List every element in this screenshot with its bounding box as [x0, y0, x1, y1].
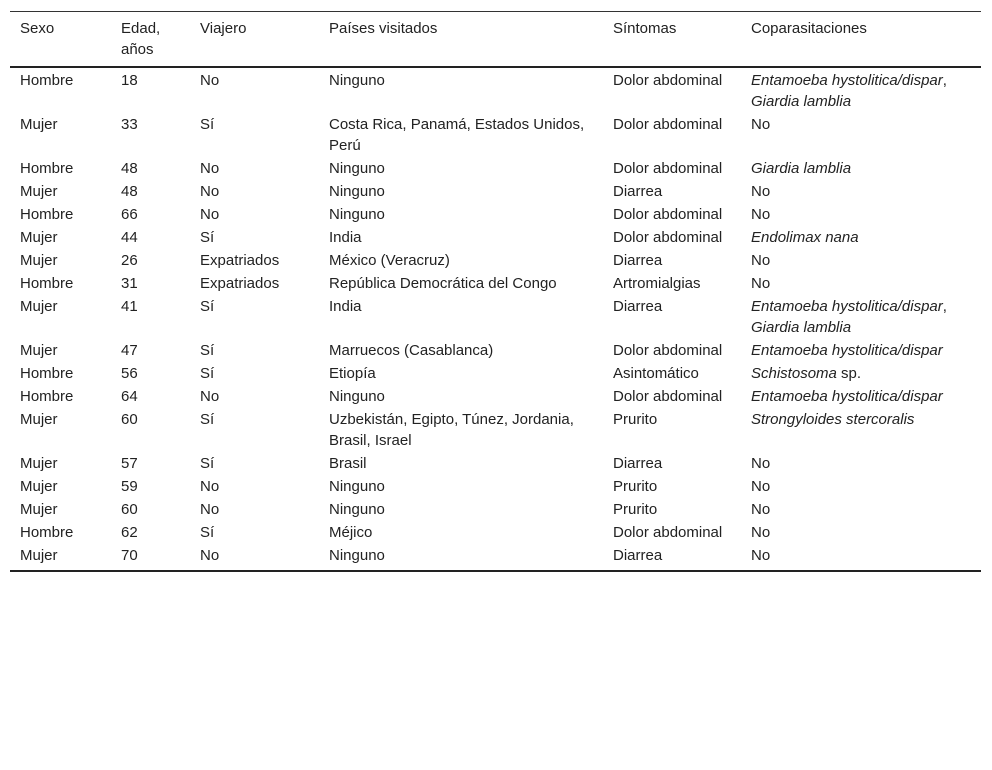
- cell-viajero: Sí: [200, 455, 215, 472]
- cell-edad: 60: [121, 501, 138, 518]
- cell-edad: 47: [121, 342, 138, 359]
- cell-paises: Costa Rica, Panamá, Estados Unidos, Perú: [329, 116, 585, 154]
- cell-edad: 60: [121, 411, 138, 428]
- cell-paises: Ninguno: [329, 501, 385, 518]
- cell-sexo: Mujer: [20, 116, 58, 133]
- text-fragment: sp.: [836, 365, 862, 382]
- cell-edad: 41: [121, 298, 138, 315]
- table-row: [10, 295, 981, 339]
- cell-sintomas: Dolor abdominal: [613, 524, 723, 541]
- cell-sintomas: Dolor abdominal: [613, 229, 723, 246]
- table-row: [10, 203, 981, 226]
- cell-viajero: Sí: [200, 116, 215, 133]
- cell-sintomas: Diarrea: [613, 183, 663, 200]
- cell-viajero: No: [200, 160, 220, 177]
- cell-coparasitaciones: [741, 113, 981, 157]
- table-row: [10, 113, 981, 157]
- text-fragment: ,: [942, 72, 947, 89]
- header-sexo: Sexo: [20, 20, 55, 37]
- cell-sintomas: Dolor abdominal: [613, 160, 723, 177]
- cell-sintomas: Diarrea: [613, 455, 663, 472]
- header-row: [10, 12, 981, 68]
- cell-viajero: No: [200, 72, 220, 89]
- cell-edad: 31: [121, 275, 138, 292]
- table-row: [10, 544, 981, 571]
- cell-sexo: Hombre: [20, 72, 74, 89]
- table-row: [10, 475, 981, 498]
- cell-coparasitaciones: [741, 521, 981, 544]
- text-fragment: No: [751, 478, 771, 495]
- cell-paises: Ninguno: [329, 547, 385, 564]
- text-fragment: No: [751, 547, 771, 564]
- text-fragment: No: [751, 524, 771, 541]
- table-row: [10, 180, 981, 203]
- table-row: [10, 339, 981, 362]
- cell-coparasitaciones: [741, 475, 981, 498]
- cell-sexo: Mujer: [20, 547, 58, 564]
- cell-edad: 57: [121, 455, 138, 472]
- table-row: [10, 521, 981, 544]
- cell-paises: India: [329, 229, 362, 246]
- cell-sexo: Mujer: [20, 183, 58, 200]
- cell-viajero: Sí: [200, 524, 215, 541]
- table-row: [10, 226, 981, 249]
- cell-edad: 62: [121, 524, 138, 541]
- organism-name: Entamoeba hystolitica/dispar: [751, 388, 943, 405]
- cell-viajero: Sí: [200, 365, 215, 382]
- table-row: [10, 249, 981, 272]
- cell-coparasitaciones: [741, 203, 981, 226]
- text-fragment: No: [751, 455, 771, 472]
- cell-sintomas: Dolor abdominal: [613, 116, 723, 133]
- cell-sintomas: Dolor abdominal: [613, 388, 723, 405]
- cell-coparasitaciones: [741, 408, 981, 452]
- organism-name: Strongyloides stercoralis: [751, 411, 915, 428]
- cell-paises: Ninguno: [329, 183, 385, 200]
- table-row: [10, 498, 981, 521]
- cell-coparasitaciones: [741, 67, 981, 113]
- cell-coparasitaciones: [741, 339, 981, 362]
- header-sintomas: Síntomas: [613, 20, 677, 37]
- cell-sintomas: Prurito: [613, 478, 658, 495]
- cell-sexo: Hombre: [20, 275, 74, 292]
- cell-sexo: Mujer: [20, 229, 58, 246]
- cell-coparasitaciones: [741, 272, 981, 295]
- cell-viajero: No: [200, 183, 220, 200]
- cell-edad: 48: [121, 183, 138, 200]
- cell-paises: México (Veracruz): [329, 252, 450, 269]
- cell-viajero: Sí: [200, 298, 215, 315]
- cell-sintomas: Prurito: [613, 501, 658, 518]
- cell-paises: Méjico: [329, 524, 373, 541]
- cell-viajero: Sí: [200, 342, 215, 359]
- cell-viajero: Sí: [200, 411, 215, 428]
- cell-paises: Ninguno: [329, 72, 385, 89]
- cell-edad: 59: [121, 478, 138, 495]
- cell-sintomas: Dolor abdominal: [613, 342, 723, 359]
- header-edad: Edad, años: [121, 20, 161, 58]
- cell-coparasitaciones: [741, 157, 981, 180]
- organism-name: Entamoeba hystolitica/dispar: [751, 298, 943, 315]
- cell-viajero: No: [200, 478, 220, 495]
- patients-table: [10, 11, 981, 572]
- cell-viajero: Expatriados: [200, 275, 280, 292]
- cell-sexo: Mujer: [20, 478, 58, 495]
- cell-coparasitaciones: [741, 295, 981, 339]
- table-row: [10, 67, 981, 113]
- organism-name: Schistosoma: [751, 365, 837, 382]
- cell-edad: 56: [121, 365, 138, 382]
- cell-sexo: Mujer: [20, 342, 58, 359]
- text-fragment: No: [751, 275, 771, 292]
- cell-sexo: Mujer: [20, 298, 58, 315]
- cell-sintomas: Diarrea: [613, 298, 663, 315]
- cell-coparasitaciones: [741, 362, 981, 385]
- cell-sintomas: Artromialgias: [613, 275, 701, 292]
- text-fragment: No: [751, 252, 771, 269]
- table-body: [10, 67, 981, 571]
- cell-paises: Ninguno: [329, 388, 385, 405]
- header-viajero: Viajero: [200, 20, 247, 37]
- cell-paises: Marruecos (Casablanca): [329, 342, 494, 359]
- cell-sexo: Mujer: [20, 252, 58, 269]
- cell-edad: 66: [121, 206, 138, 223]
- cell-sintomas: Prurito: [613, 411, 658, 428]
- cell-sexo: Hombre: [20, 388, 74, 405]
- text-fragment: No: [751, 501, 771, 518]
- cell-sexo: Hombre: [20, 365, 74, 382]
- cell-edad: 48: [121, 160, 138, 177]
- text-fragment: No: [751, 116, 771, 133]
- cell-coparasitaciones: [741, 544, 981, 571]
- cell-sexo: Mujer: [20, 501, 58, 518]
- cell-viajero: No: [200, 388, 220, 405]
- table-row: [10, 157, 981, 180]
- cell-paises: Etiopía: [329, 365, 376, 382]
- cell-paises: Brasil: [329, 455, 367, 472]
- cell-paises: Ninguno: [329, 160, 385, 177]
- cell-paises: Uzbekistán, Egipto, Túnez, Jordania, Brasil, Israel: [329, 411, 574, 449]
- organism-name: Giardia lamblia: [751, 160, 852, 177]
- cell-sexo: Mujer: [20, 455, 58, 472]
- cell-edad: 64: [121, 388, 138, 405]
- table-header: [10, 12, 981, 68]
- cell-edad: 44: [121, 229, 138, 246]
- text-fragment: No: [751, 206, 771, 223]
- cell-sintomas: Asintomático: [613, 365, 699, 382]
- cell-edad: 70: [121, 547, 138, 564]
- cell-paises: India: [329, 298, 362, 315]
- cell-coparasitaciones: [741, 249, 981, 272]
- cell-paises: Ninguno: [329, 206, 385, 223]
- cell-sexo: Hombre: [20, 206, 74, 223]
- cell-sintomas: Diarrea: [613, 547, 663, 564]
- cell-sintomas: Dolor abdominal: [613, 206, 723, 223]
- organism-name: Giardia lamblia: [751, 93, 852, 110]
- cell-viajero: No: [200, 547, 220, 564]
- cell-paises: Ninguno: [329, 478, 385, 495]
- text-fragment: No: [751, 183, 771, 200]
- header-coparasitaciones: Coparasitaciones: [751, 20, 867, 37]
- cell-viajero: Sí: [200, 229, 215, 246]
- organism-name: Endolimax nana: [751, 229, 859, 246]
- cell-sintomas: Dolor abdominal: [613, 72, 723, 89]
- cell-viajero: No: [200, 501, 220, 518]
- cell-coparasitaciones: [741, 180, 981, 203]
- cell-viajero: Expatriados: [200, 252, 280, 269]
- cell-coparasitaciones: [741, 385, 981, 408]
- organism-name: Entamoeba hystolitica/dispar: [751, 72, 943, 89]
- cell-sexo: Hombre: [20, 160, 74, 177]
- cell-sintomas: Diarrea: [613, 252, 663, 269]
- table-row: [10, 362, 981, 385]
- cell-edad: 18: [121, 72, 138, 89]
- organism-name: Entamoeba hystolitica/dispar: [751, 342, 943, 359]
- cell-sexo: Hombre: [20, 524, 74, 541]
- table-row: [10, 272, 981, 295]
- cell-edad: 33: [121, 116, 138, 133]
- text-fragment: ,: [942, 298, 947, 315]
- organism-name: Giardia lamblia: [751, 319, 852, 336]
- table-row: [10, 452, 981, 475]
- header-paises: Países visitados: [329, 20, 438, 37]
- table-row: [10, 385, 981, 408]
- cell-coparasitaciones: [741, 452, 981, 475]
- cell-edad: 26: [121, 252, 138, 269]
- cell-viajero: No: [200, 206, 220, 223]
- cell-paises: República Democrática del Congo: [329, 275, 557, 292]
- cell-coparasitaciones: [741, 226, 981, 249]
- cell-sexo: Mujer: [20, 411, 58, 428]
- table-row: [10, 408, 981, 452]
- cell-coparasitaciones: [741, 498, 981, 521]
